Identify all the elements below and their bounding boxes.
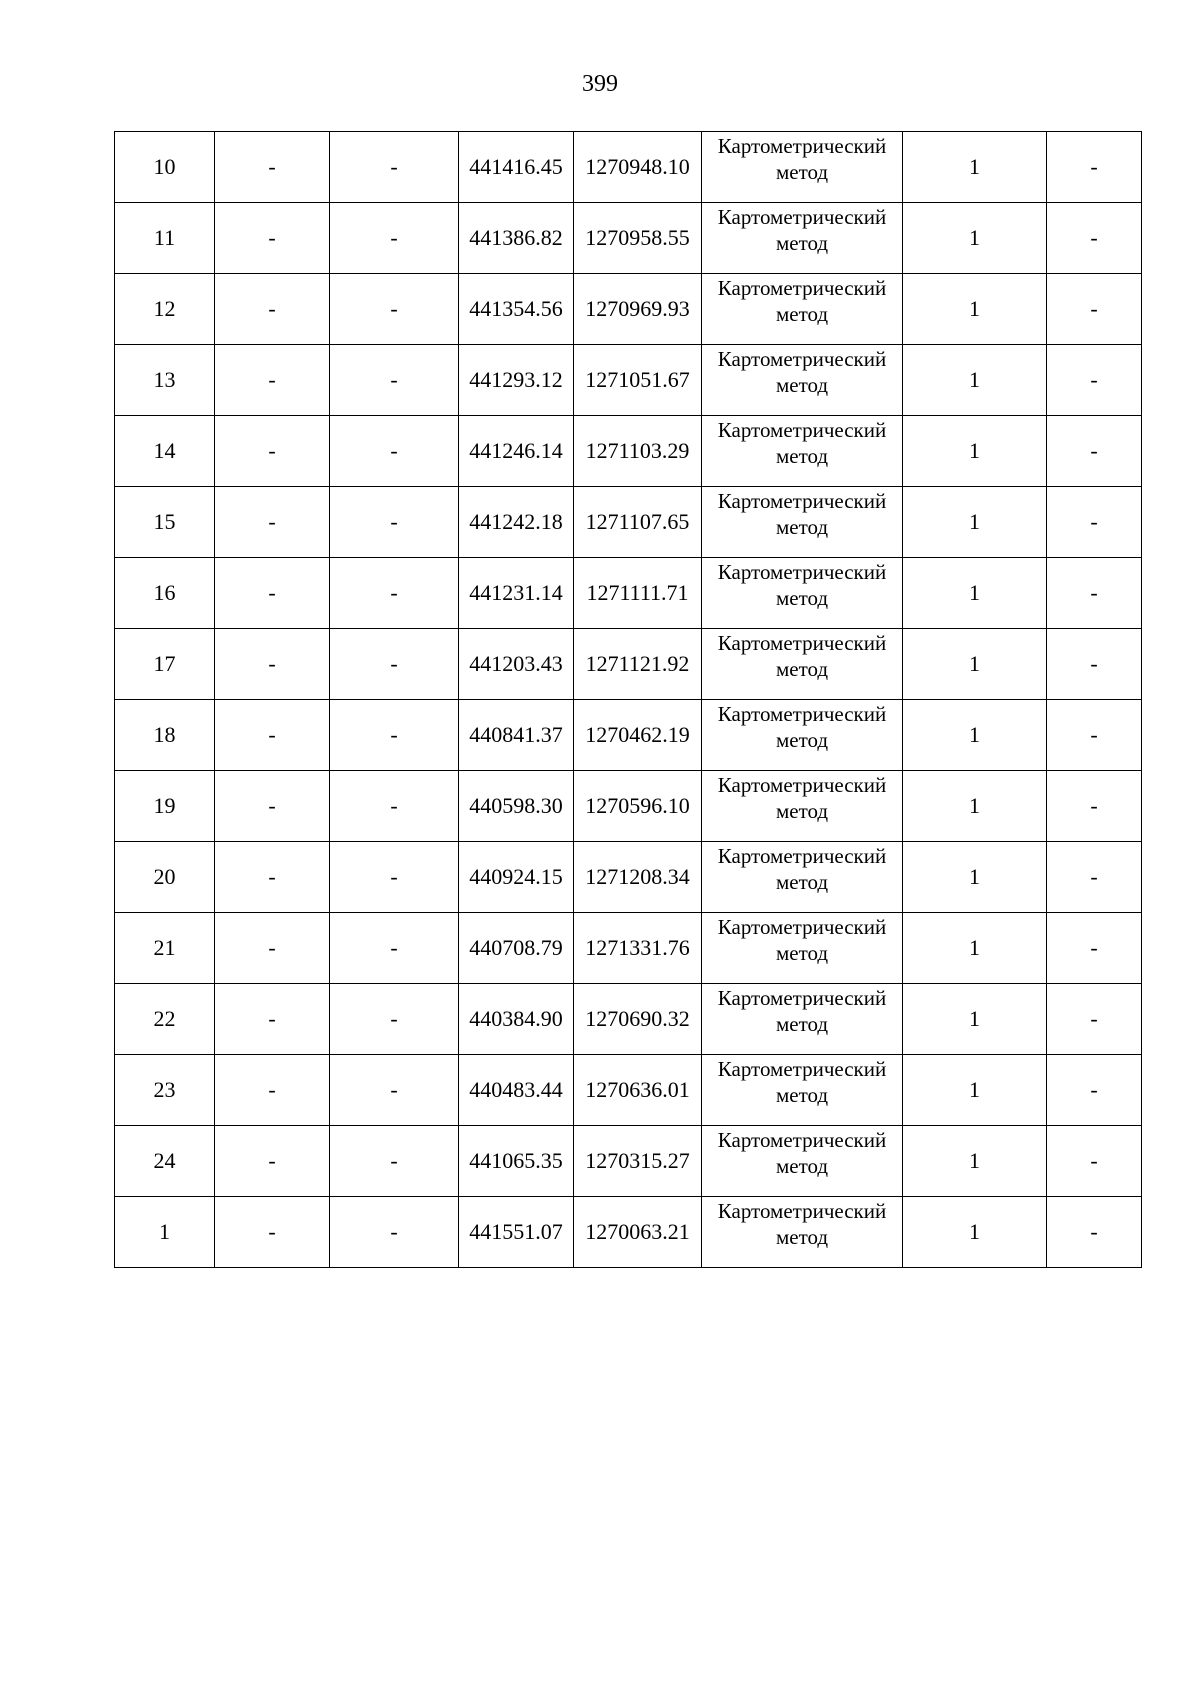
method-line-1: Картометрический xyxy=(717,1128,887,1152)
table-row xyxy=(115,416,1142,487)
empty-value-cell: - xyxy=(330,913,459,984)
empty-value-cell: - xyxy=(215,558,330,629)
empty-value-cell: - xyxy=(215,700,330,771)
point-number-cell: 15 xyxy=(115,487,215,558)
method-line-2: метод xyxy=(775,941,829,965)
table-row xyxy=(115,984,1142,1055)
accuracy-cell: 1 xyxy=(903,487,1047,558)
method-cell xyxy=(702,984,903,1055)
y-coordinate-cell: 1271121.92 xyxy=(574,629,702,700)
empty-value-cell: - xyxy=(330,416,459,487)
table-row xyxy=(115,487,1142,558)
table-body xyxy=(115,132,1142,1268)
empty-value-cell: - xyxy=(330,1055,459,1126)
x-coordinate-cell: 441065.35 xyxy=(459,1126,574,1197)
method-line-1: Картометрический xyxy=(717,986,887,1010)
empty-value-cell: - xyxy=(330,984,459,1055)
method-line-2: метод xyxy=(775,1225,829,1249)
empty-value-cell: - xyxy=(330,487,459,558)
x-coordinate-cell: 441354.56 xyxy=(459,274,574,345)
point-number-cell: 17 xyxy=(115,629,215,700)
accuracy-cell: 1 xyxy=(903,842,1047,913)
empty-value-cell: - xyxy=(215,274,330,345)
accuracy-cell: 1 xyxy=(903,132,1047,203)
x-coordinate-cell: 440598.30 xyxy=(459,771,574,842)
empty-value-cell: - xyxy=(1047,1126,1142,1197)
method-cell xyxy=(702,132,903,203)
method-line-2: метод xyxy=(775,231,829,255)
point-number-cell: 23 xyxy=(115,1055,215,1126)
method-line-2: метод xyxy=(775,799,829,823)
empty-value-cell: - xyxy=(215,984,330,1055)
empty-value-cell: - xyxy=(330,132,459,203)
x-coordinate-cell: 441386.82 xyxy=(459,203,574,274)
empty-value-cell: - xyxy=(330,1126,459,1197)
point-number-cell: 1 xyxy=(115,1197,215,1268)
y-coordinate-cell: 1271331.76 xyxy=(574,913,702,984)
empty-value-cell: - xyxy=(1047,416,1142,487)
method-line-2: метод xyxy=(775,302,829,326)
empty-value-cell: - xyxy=(330,771,459,842)
point-number-cell: 19 xyxy=(115,771,215,842)
point-number-cell: 11 xyxy=(115,203,215,274)
empty-value-cell: - xyxy=(1047,1055,1142,1126)
point-number-cell: 22 xyxy=(115,984,215,1055)
empty-value-cell: - xyxy=(1047,487,1142,558)
y-coordinate-cell: 1270969.93 xyxy=(574,274,702,345)
x-coordinate-cell: 440483.44 xyxy=(459,1055,574,1126)
empty-value-cell: - xyxy=(1047,558,1142,629)
accuracy-cell: 1 xyxy=(903,345,1047,416)
method-line-2: метод xyxy=(775,373,829,397)
empty-value-cell: - xyxy=(330,203,459,274)
table-row xyxy=(115,1197,1142,1268)
table-row xyxy=(115,771,1142,842)
method-line-2: метод xyxy=(775,160,829,184)
x-coordinate-cell: 441231.14 xyxy=(459,558,574,629)
empty-value-cell: - xyxy=(215,842,330,913)
page-number: 399 xyxy=(582,71,618,97)
empty-value-cell: - xyxy=(1047,274,1142,345)
accuracy-cell: 1 xyxy=(903,274,1047,345)
table-row xyxy=(115,1055,1142,1126)
y-coordinate-cell: 1270462.19 xyxy=(574,700,702,771)
empty-value-cell: - xyxy=(330,558,459,629)
y-coordinate-cell: 1270636.01 xyxy=(574,1055,702,1126)
empty-value-cell: - xyxy=(215,629,330,700)
empty-value-cell: - xyxy=(330,700,459,771)
y-coordinate-cell: 1271103.29 xyxy=(574,416,702,487)
empty-value-cell: - xyxy=(215,132,330,203)
empty-value-cell: - xyxy=(1047,771,1142,842)
y-coordinate-cell: 1270315.27 xyxy=(574,1126,702,1197)
method-cell xyxy=(702,274,903,345)
method-line-1: Картометрический xyxy=(717,205,887,229)
y-coordinate-cell: 1270958.55 xyxy=(574,203,702,274)
empty-value-cell: - xyxy=(215,771,330,842)
empty-value-cell: - xyxy=(1047,984,1142,1055)
y-coordinate-cell: 1271111.71 xyxy=(574,558,702,629)
method-line-1: Картометрический xyxy=(717,134,887,158)
accuracy-cell: 1 xyxy=(903,700,1047,771)
x-coordinate-cell: 441242.18 xyxy=(459,487,574,558)
empty-value-cell: - xyxy=(215,1197,330,1268)
table-row xyxy=(115,132,1142,203)
empty-value-cell: - xyxy=(215,1055,330,1126)
method-cell xyxy=(702,487,903,558)
x-coordinate-cell: 440708.79 xyxy=(459,913,574,984)
method-line-2: метод xyxy=(775,870,829,894)
empty-value-cell: - xyxy=(215,487,330,558)
method-cell xyxy=(702,913,903,984)
empty-value-cell: - xyxy=(215,203,330,274)
table-row xyxy=(115,345,1142,416)
y-coordinate-cell: 1270596.10 xyxy=(574,771,702,842)
method-line-2: метод xyxy=(775,728,829,752)
point-number-cell: 12 xyxy=(115,274,215,345)
method-line-2: метод xyxy=(775,657,829,681)
method-cell xyxy=(702,416,903,487)
table-row xyxy=(115,700,1142,771)
method-line-1: Картометрический xyxy=(717,560,887,584)
x-coordinate-cell: 441551.07 xyxy=(459,1197,574,1268)
y-coordinate-cell: 1270690.32 xyxy=(574,984,702,1055)
method-cell xyxy=(702,842,903,913)
point-number-cell: 20 xyxy=(115,842,215,913)
method-line-2: метод xyxy=(775,1083,829,1107)
point-number-cell: 13 xyxy=(115,345,215,416)
method-cell xyxy=(702,1197,903,1268)
y-coordinate-cell: 1271208.34 xyxy=(574,842,702,913)
x-coordinate-cell: 441293.12 xyxy=(459,345,574,416)
method-cell xyxy=(702,203,903,274)
method-line-1: Картометрический xyxy=(717,1057,887,1081)
empty-value-cell: - xyxy=(215,345,330,416)
accuracy-cell: 1 xyxy=(903,1126,1047,1197)
method-line-1: Картометрический xyxy=(717,631,887,655)
method-cell xyxy=(702,1055,903,1126)
method-cell xyxy=(702,771,903,842)
method-line-1: Картометрический xyxy=(717,915,887,939)
method-line-1: Картометрический xyxy=(717,1199,887,1223)
accuracy-cell: 1 xyxy=(903,629,1047,700)
empty-value-cell: - xyxy=(330,345,459,416)
method-line-2: метод xyxy=(775,444,829,468)
empty-value-cell: - xyxy=(330,842,459,913)
accuracy-cell: 1 xyxy=(903,203,1047,274)
empty-value-cell: - xyxy=(1047,913,1142,984)
method-cell xyxy=(702,700,903,771)
x-coordinate-cell: 440924.15 xyxy=(459,842,574,913)
method-line-2: метод xyxy=(775,1012,829,1036)
method-cell xyxy=(702,1126,903,1197)
y-coordinate-cell: 1271051.67 xyxy=(574,345,702,416)
method-line-1: Картометрический xyxy=(717,489,887,513)
empty-value-cell: - xyxy=(1047,203,1142,274)
coordinates-table xyxy=(114,131,1142,1268)
point-number-cell: 18 xyxy=(115,700,215,771)
table-row xyxy=(115,842,1142,913)
empty-value-cell: - xyxy=(215,913,330,984)
empty-value-cell: - xyxy=(330,629,459,700)
x-coordinate-cell: 441416.45 xyxy=(459,132,574,203)
accuracy-cell: 1 xyxy=(903,558,1047,629)
empty-value-cell: - xyxy=(215,416,330,487)
accuracy-cell: 1 xyxy=(903,416,1047,487)
point-number-cell: 10 xyxy=(115,132,215,203)
empty-value-cell: - xyxy=(1047,132,1142,203)
x-coordinate-cell: 441246.14 xyxy=(459,416,574,487)
method-cell xyxy=(702,629,903,700)
method-line-1: Картометрический xyxy=(717,702,887,726)
empty-value-cell: - xyxy=(330,274,459,345)
method-cell xyxy=(702,558,903,629)
point-number-cell: 24 xyxy=(115,1126,215,1197)
empty-value-cell: - xyxy=(1047,345,1142,416)
y-coordinate-cell: 1270948.10 xyxy=(574,132,702,203)
table-row xyxy=(115,274,1142,345)
empty-value-cell: - xyxy=(1047,1197,1142,1268)
method-line-1: Картометрический xyxy=(717,773,887,797)
x-coordinate-cell: 441203.43 xyxy=(459,629,574,700)
x-coordinate-cell: 440841.37 xyxy=(459,700,574,771)
y-coordinate-cell: 1270063.21 xyxy=(574,1197,702,1268)
accuracy-cell: 1 xyxy=(903,1197,1047,1268)
method-line-2: метод xyxy=(775,586,829,610)
empty-value-cell: - xyxy=(330,1197,459,1268)
accuracy-cell: 1 xyxy=(903,1055,1047,1126)
point-number-cell: 14 xyxy=(115,416,215,487)
empty-value-cell: - xyxy=(1047,842,1142,913)
method-line-1: Картометрический xyxy=(717,418,887,442)
method-cell xyxy=(702,345,903,416)
method-line-2: метод xyxy=(775,1154,829,1178)
method-line-1: Картометрический xyxy=(717,844,887,868)
table-row xyxy=(115,558,1142,629)
table-row xyxy=(115,629,1142,700)
accuracy-cell: 1 xyxy=(903,771,1047,842)
accuracy-cell: 1 xyxy=(903,913,1047,984)
method-line-2: метод xyxy=(775,515,829,539)
method-line-1: Картометрический xyxy=(717,276,887,300)
empty-value-cell: - xyxy=(1047,629,1142,700)
y-coordinate-cell: 1271107.65 xyxy=(574,487,702,558)
point-number-cell: 21 xyxy=(115,913,215,984)
method-line-1: Картометрический xyxy=(717,347,887,371)
table-row xyxy=(115,1126,1142,1197)
table-row xyxy=(115,203,1142,274)
empty-value-cell: - xyxy=(215,1126,330,1197)
point-number-cell: 16 xyxy=(115,558,215,629)
x-coordinate-cell: 440384.90 xyxy=(459,984,574,1055)
accuracy-cell: 1 xyxy=(903,984,1047,1055)
empty-value-cell: - xyxy=(1047,700,1142,771)
table-row xyxy=(115,913,1142,984)
